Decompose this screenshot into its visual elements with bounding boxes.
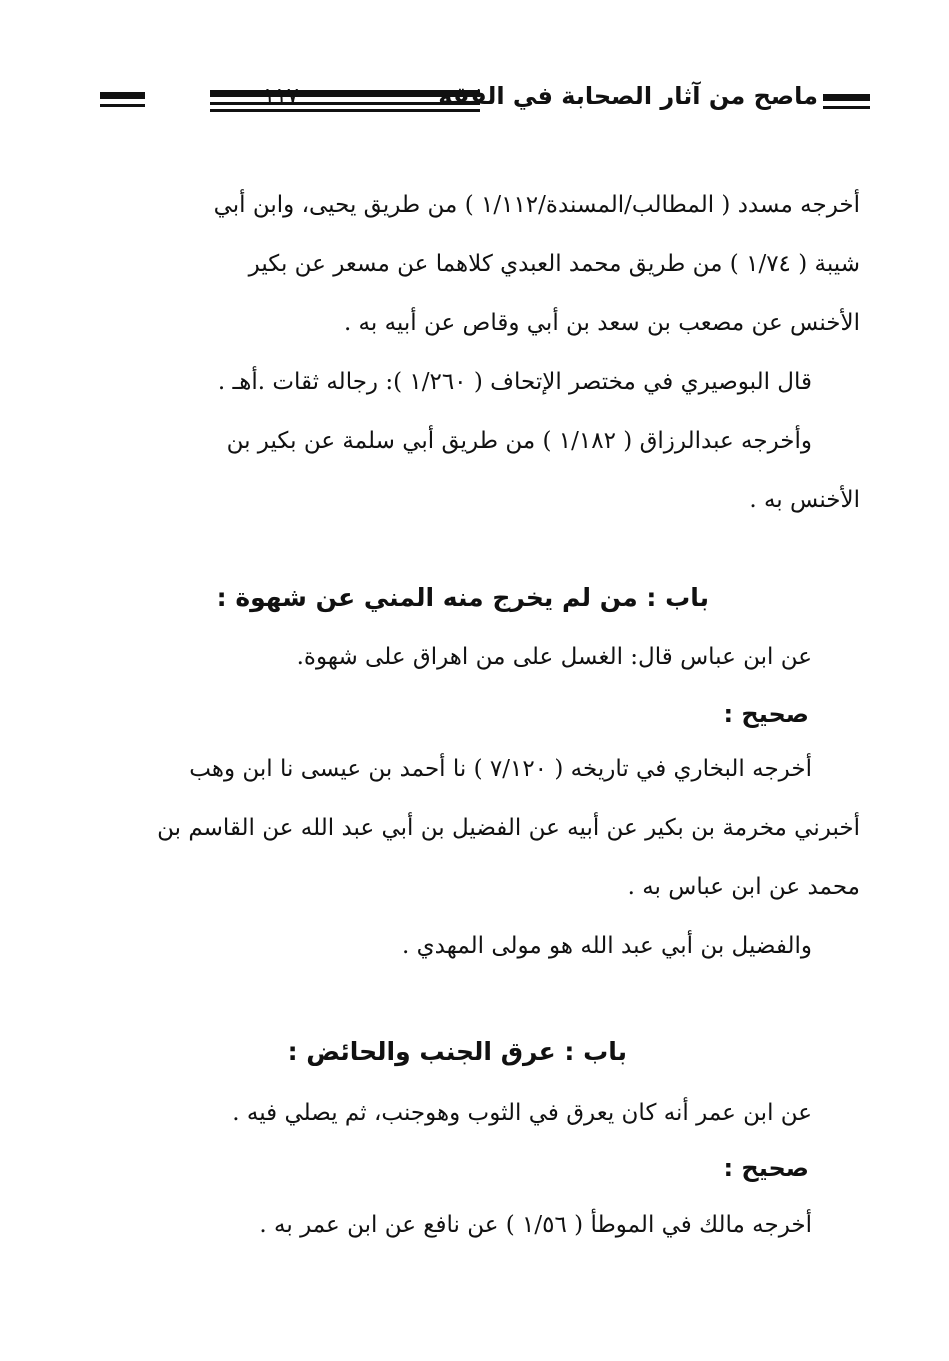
- text-line: أخرجه مسدد ( المطالب/المسندة/١/١١٢ ) من طريق يحيى، وابن أبي: [213, 192, 860, 218]
- header-rule: [823, 106, 870, 109]
- text-line: والفضيل بن أبي عبد الله هو مولى المهدي .: [402, 933, 812, 959]
- chapter-heading: باب : من لم يخرج منه المني عن شهوة :: [216, 583, 709, 612]
- header-rule: [823, 94, 870, 101]
- verdict-label: صحيح :: [723, 700, 809, 728]
- header-rule: [100, 104, 145, 107]
- paragraph-takhrij: [100, 1196, 860, 1255]
- paragraph-takhrij: [100, 176, 860, 530]
- text-line: محمد عن ابن عباس به .: [627, 874, 860, 900]
- paragraph-takhrij: [100, 740, 860, 976]
- header-rule: [100, 92, 145, 99]
- hadith-text: [100, 628, 860, 687]
- verdict-label: صحيح :: [723, 1154, 809, 1182]
- text-line: وأخرجه عبدالرزاق ( ١/١٨٢ ) من طريق أبي سلمة عن بكير بن: [226, 428, 812, 454]
- running-header: [100, 82, 870, 132]
- text-line: قال البوصيري في مختصر الإتحاف ( ١/٢٦٠ ): رجاله ثقات .أهـ .: [217, 369, 812, 395]
- text-line: شيبة ( ١/٧٤ ) من طريق محمد العبدي كلاهما عن مسعر عن بكير: [248, 251, 860, 277]
- text-line: الأخنس عن مصعب بن سعد بن أبي وقاص عن أبيه به .: [343, 310, 860, 336]
- text-line: أخبرني مخرمة بن بكير عن أبيه عن الفضيل بن أبي عبد الله عن القاسم بن: [157, 815, 860, 841]
- chapter-heading: باب : عرق الجنب والحائض :: [287, 1037, 627, 1066]
- running-title: ماصح من آثار الصحابة في الفقه: [438, 82, 818, 110]
- text-line: عن ابن عمر أنه كان يعرق في الثوب وهوجنب، ثم يصلي فيه .: [232, 1100, 812, 1126]
- text-line: عن ابن عباس قال: الغسل على من اهراق على شهوة.: [296, 644, 812, 670]
- text-line: أخرجه البخاري في تاريخه ( ٧/١٢٠ ) نا أحمد بن عيسى نا ابن وهب: [189, 756, 812, 782]
- text-line: أخرجه مالك في الموطأ ( ١/٥٦ ) عن نافع عن ابن عمر به .: [259, 1212, 812, 1238]
- text-line: الأخنس به .: [749, 487, 860, 513]
- hadith-text: [100, 1084, 860, 1143]
